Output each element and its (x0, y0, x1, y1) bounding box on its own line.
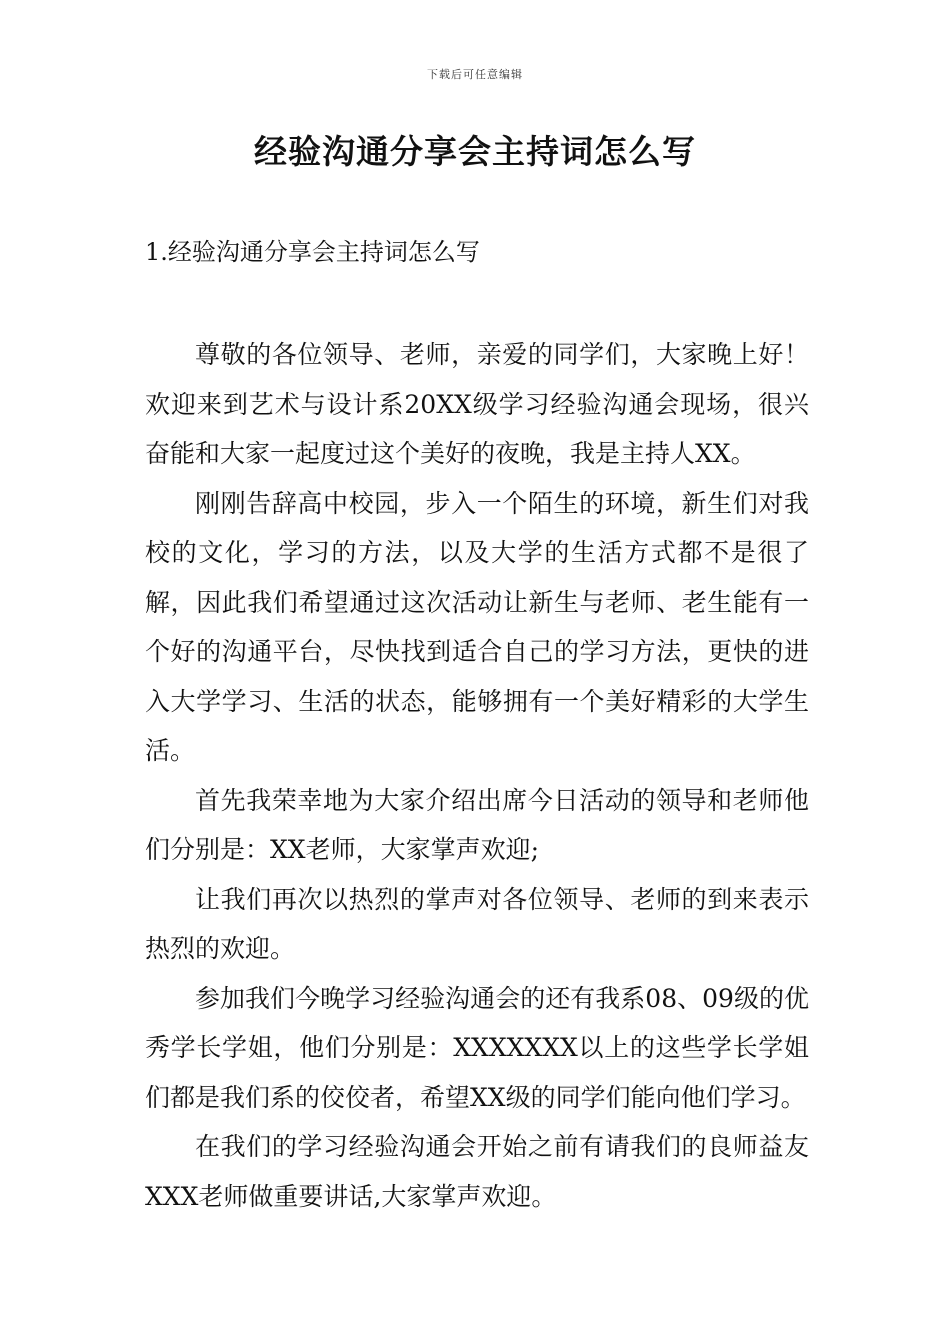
paragraph: 在我们的学习经验沟通会开始之前有请我们的良师益友XXX老师做重要讲话,大家掌声欢迎。 (145, 1132, 809, 1211)
paragraph: 让我们再次以热烈的掌声对各位领导、老师的到来表示热烈的欢迎。 (145, 884, 809, 963)
paragraph: 首先我荣幸地为大家介绍出席今日活动的领导和老师他们分别是：XX老师，大家掌声欢迎; (145, 785, 809, 864)
paragraph: 刚刚告辞高中校园，步入一个陌生的环境，新生们对我校的文化，学习的方法，以及大学的生活方式都不是很了解，因此我们希望通过这次活动让新生与老师、老生能有一个好的沟通平台，尽快找到适合自己的学习方法，更快的进入大学学习、生活的状态，能够拥有一个美好精彩的大学生活。 (145, 488, 809, 765)
header-note: 下载后可任意编辑 (427, 68, 523, 81)
paragraph: 参加我们今晚学习经验沟通会的还有我系08、09级的优秀学长学姐，他们分别是：XXXXXXX以上的这些学长学姐们都是我们系的佼佼者，希望XX级的同学们能向他们学习。 (145, 983, 809, 1112)
paragraph: 尊敬的各位领导、老师，亲爱的同学们，大家晚上好！欢迎来到艺术与设计系20XX级学习经验沟通会现场，很兴奋能和大家一起度过这个美好的夜晚，我是主持人XX。 (145, 340, 809, 468)
document-title: 经验沟通分享会主持词怎么写 (254, 132, 696, 171)
section-heading: 1.经验沟通分享会主持词怎么写 (145, 238, 480, 266)
document-body (145, 330, 809, 1221)
